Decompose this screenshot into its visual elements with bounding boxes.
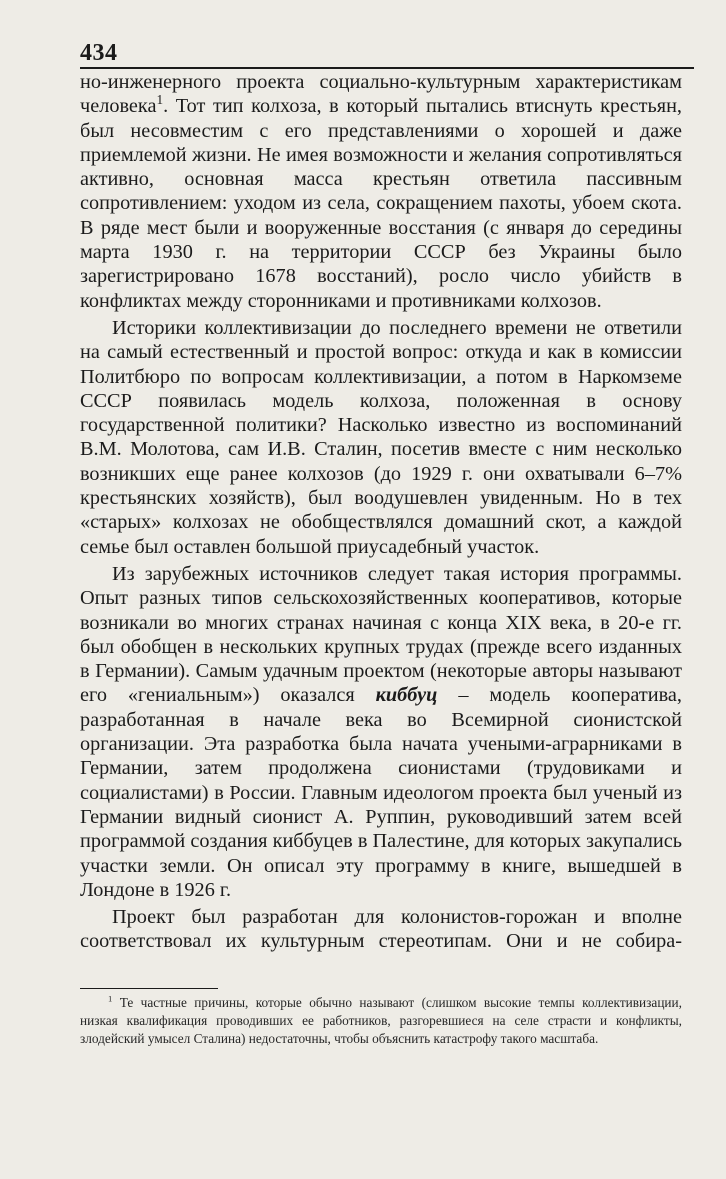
- body-text: [80, 70, 682, 954]
- paragraph-3-text-after-term: – модель кооператива, разработанная в начале века во Всемирной сионистской организации. Эта разработка была начата учеными-аграрниками в Германии, затем продолжена сионистами (трудовиками и социалистами) в России. Главным идеологом проекта был ученый из Германии видный сионист А. Руппин, руководивший затем всей программой создания киббуцев в Палестине, для которых закупались участки земли. Он описал эту программу в книге, вышедшей в Лондоне в 1926 г.: [80, 684, 682, 901]
- paragraph-1-text-after-note: . Тот тип колхоза, в который пытались втиснуть крестьян, был несовместим с его представлениями о хорошей и даже приемлемой жизни. Не имея возможности и желания сопротивляться активно, основная масса крестьян ответила пассивным сопротивлением: уходом из села, сокращением пахоты, убоем скота. В ряде мест были и вооруженные восстания (с января до середины марта 1930 г. на территории СССР без Украины было зарегистрировано 1678 восстаний), росло число убийств в конфликтах между сторонниками и противниками колхозов.: [80, 95, 682, 312]
- paragraph-1: [80, 70, 682, 313]
- paragraph-1-text-before-note: но-инженерного проекта социально-культурным характеристикам человека: [80, 71, 682, 118]
- footnote: [80, 994, 682, 1048]
- footnote-reference: 1: [156, 92, 164, 108]
- paragraph-2: Историки коллективизации до последнего времени не ответили на самый естественный и простой вопрос: откуда и как в комиссии Политбюро по вопросам коллективизации, а потом в Наркомземе СССР появилась модель колхоза, положенная в основу государственной политики? Насколько известно из воспоминаний В.М. Молотова, сам И.В. Сталин, посетив вместе с ним несколько возникших еще ранее колхозов (до 1929 г. они охватывали 6–7% крестьянских хозяйств), был воодушевлен увиденным. Но в тех «старых» колхозах не обобществлялся домашний скот, а каждой семье был оставлен большой приусадебный участок.: [80, 316, 682, 558]
- paragraph-3-text-before-term: Из зарубежных источников следует такая история программы. Опыт разных типов сельскохозяйственных кооперативов, которые возникали во многих странах начиная с конца XIX века, в 20-е гг. был обобщен в нескольких крупных трудах (прежде всего изданных в Германии). Самым удачным проектом (некоторые авторы называют его «гениальным») оказался: [80, 562, 682, 707]
- page-number: 434: [80, 40, 118, 66]
- header-rule: [80, 67, 694, 69]
- footnote-separator: [80, 988, 218, 989]
- footnote-mark: 1: [108, 993, 113, 1004]
- emphasized-term: киббуц: [375, 684, 438, 707]
- paragraph-3: [80, 562, 682, 902]
- footnote-text: Те частные причины, которые обычно называют (слишком высокие темпы коллективизации, низкая квалификация проводивших ее работников, разгоревшиеся на селе страсти и конфликты, злодейский умысел Сталина) недостаточны, чтобы объяснить катастрофу такого масштаба.: [80, 995, 682, 1046]
- paragraph-4: Проект был разработан для колонистов-горожан и вполне соответствовал их культурным стереотипам. Они и не собира-: [80, 906, 682, 953]
- footnote-paragraph: [80, 994, 682, 1048]
